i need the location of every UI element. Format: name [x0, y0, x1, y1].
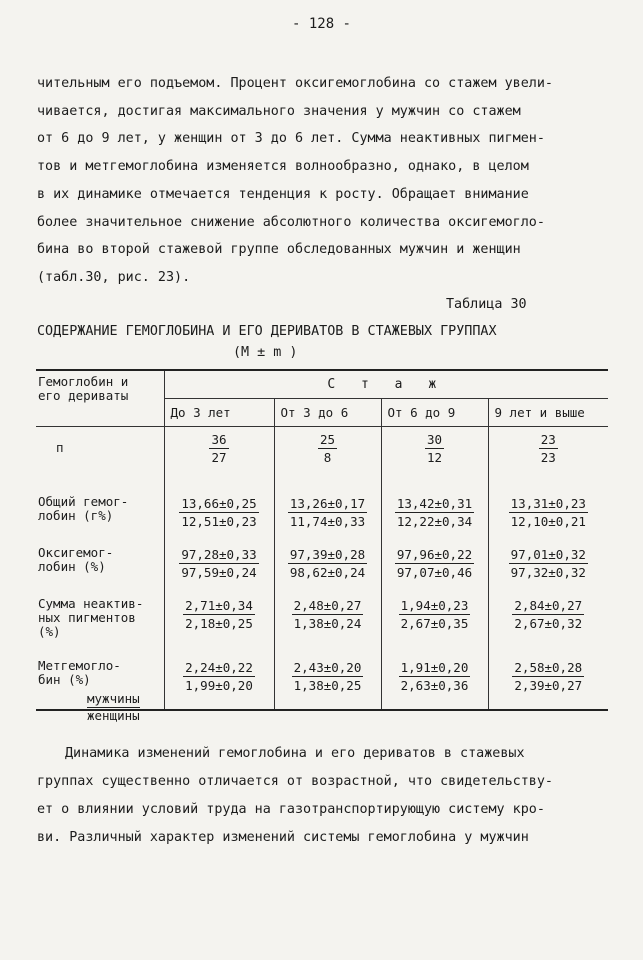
value-men: 2,84±0,27	[514, 598, 583, 613]
table-label: Таблица 30	[446, 297, 527, 312]
table-subtitle: (М ± m )	[233, 345, 298, 360]
row-label: п	[56, 440, 64, 455]
group-header: С т а ж	[164, 370, 608, 399]
value-women: 2,18±0,25	[185, 616, 253, 631]
row-label: Метгемогло- бин (%)	[38, 658, 121, 687]
value-cell	[381, 427, 488, 490]
text-line: в их динамике отмечается тенденция к росту. Обращает внимание	[37, 187, 529, 202]
value-fraction	[509, 546, 588, 581]
value-fraction	[425, 431, 444, 466]
value-cell	[488, 427, 608, 490]
value-fraction	[183, 659, 255, 694]
column-header: До 3 лет	[164, 399, 274, 427]
value-women: 11,74±0,33	[289, 514, 366, 529]
text-line: бина во второй стажевой группе обследованных мужчин и женщин	[37, 242, 521, 257]
value-men: 2,71±0,34	[185, 598, 253, 613]
value-fraction	[512, 597, 584, 632]
value-men: 13,66±0,25	[181, 496, 257, 511]
value-women: 2,67±0,32	[514, 616, 583, 631]
value-women: 23	[540, 450, 556, 465]
column-header: 9 лет и выше	[488, 399, 608, 427]
value-men: 97,01±0,32	[510, 547, 586, 562]
value-cell	[274, 591, 381, 653]
value-women: 8	[323, 450, 332, 465]
value-men: 25	[319, 432, 336, 447]
value-women: 2,67±0,35	[400, 616, 469, 631]
legend-women: женщины	[87, 708, 140, 723]
value-women: 12	[426, 450, 443, 465]
value-cell	[274, 427, 381, 490]
value-fraction	[395, 495, 474, 530]
value-cell	[164, 653, 274, 710]
value-cell	[381, 540, 488, 591]
text-line: группах существенно отличается от возрастной, что свидетельству-	[37, 774, 553, 789]
value-cell	[164, 540, 274, 591]
value-cell	[381, 591, 488, 653]
value-cell	[164, 489, 274, 540]
value-men: 13,31±0,23	[510, 496, 586, 511]
value-women: 12,51±0,23	[181, 514, 257, 529]
value-women: 12,22±0,34	[396, 514, 473, 529]
value-women: 1,38±0,25	[293, 678, 362, 693]
value-cell	[488, 591, 608, 653]
value-fraction	[179, 495, 258, 530]
value-men: 2,48±0,27	[293, 598, 362, 613]
value-men: 97,28±0,33	[181, 547, 257, 562]
text-line: чивается, достигая максимального значения у мужчин со стажем	[37, 104, 521, 119]
data-table	[36, 369, 608, 713]
value-fraction	[399, 659, 471, 694]
value-women: 2,63±0,36	[400, 678, 469, 693]
value-fraction	[395, 546, 474, 581]
value-cell	[488, 489, 608, 540]
value-fraction	[292, 597, 364, 632]
value-women: 97,07±0,46	[396, 565, 473, 580]
value-fraction	[292, 659, 364, 694]
value-fraction	[179, 546, 258, 581]
value-cell	[381, 489, 488, 540]
value-fraction	[318, 431, 337, 466]
value-cell	[274, 540, 381, 591]
value-women: 12,10±0,21	[510, 514, 586, 529]
text-line: Динамика изменений гемоглобина и его дериватов в стажевых	[65, 746, 525, 761]
value-men: 36	[211, 432, 227, 447]
value-cell	[488, 540, 608, 591]
value-men: 30	[426, 432, 443, 447]
value-fraction	[288, 546, 367, 581]
value-men: 1,94±0,23	[400, 598, 469, 613]
value-fraction	[288, 495, 367, 530]
value-cell	[488, 653, 608, 710]
row-label: Сумма неактив- ных пигментов (%)	[38, 596, 144, 639]
value-men: 13,42±0,31	[396, 496, 473, 511]
table-row	[36, 591, 608, 653]
table-legend	[87, 691, 140, 724]
table-body	[36, 427, 608, 711]
text-line: от 6 до 9 лет, у женщин от 3 до 6 лет. Сумма неактивных пигмен-	[37, 131, 545, 146]
row-label: Оксигемог- лобин (%)	[38, 545, 114, 574]
value-women: 97,59±0,24	[181, 565, 257, 580]
value-fraction	[509, 495, 588, 530]
page-number: - 128 -	[291, 16, 351, 32]
text-line: ет о влиянии условий труда на газотранспортирующую систему кро-	[37, 802, 545, 817]
text-line: ви. Различный характер изменений системы гемоглобина у мужчин	[37, 830, 529, 845]
value-men: 2,43±0,20	[293, 660, 362, 675]
table-row	[36, 427, 608, 490]
text-line: тов и метгемоглобина изменяется волнообразно, однако, в целом	[37, 159, 529, 174]
value-fraction	[209, 431, 228, 466]
value-women: 97,32±0,32	[510, 565, 586, 580]
value-men: 2,58±0,28	[514, 660, 583, 675]
value-men: 2,24±0,22	[185, 660, 253, 675]
corner-header: Гемоглобин и его дериваты	[36, 370, 164, 427]
value-cell	[274, 653, 381, 710]
table-title: СОДЕРЖАНИЕ ГЕМОГЛОБИНА И ЕГО ДЕРИВАТОВ В СТАЖЕВЫХ ГРУППАХ	[37, 324, 497, 339]
value-fraction	[399, 597, 471, 632]
value-cell	[164, 591, 274, 653]
value-men: 13,26±0,17	[289, 496, 366, 511]
column-header: От 3 до 6	[274, 399, 381, 427]
text-line: чительным его подъемом. Процент оксигемоглобина со стажем увели-	[37, 76, 553, 91]
value-men: 97,96±0,22	[396, 547, 473, 562]
value-fraction	[539, 431, 558, 466]
value-cell	[274, 489, 381, 540]
text-line: (табл.30, рис. 23).	[37, 270, 191, 285]
value-women: 1,38±0,24	[293, 616, 362, 631]
table-row	[36, 540, 608, 591]
column-header: От 6 до 9	[381, 399, 488, 427]
value-women: 98,62±0,24	[289, 565, 366, 580]
value-fraction	[183, 597, 255, 632]
table-row	[36, 489, 608, 540]
value-cell	[381, 653, 488, 710]
value-men: 1,91±0,20	[400, 660, 469, 675]
value-fraction	[512, 659, 584, 694]
value-women: 2,39±0,27	[514, 678, 583, 693]
value-men: 23	[540, 432, 556, 447]
value-women: 27	[211, 450, 227, 465]
legend-men: мужчины	[87, 691, 140, 706]
value-men: 97,39±0,28	[289, 547, 366, 562]
value-cell	[164, 427, 274, 490]
text-line: более значительное снижение абсолютного количества оксигемогло-	[37, 215, 545, 230]
value-women: 1,99±0,20	[185, 678, 253, 693]
row-label: Общий гемог- лобин (г%)	[38, 494, 129, 523]
